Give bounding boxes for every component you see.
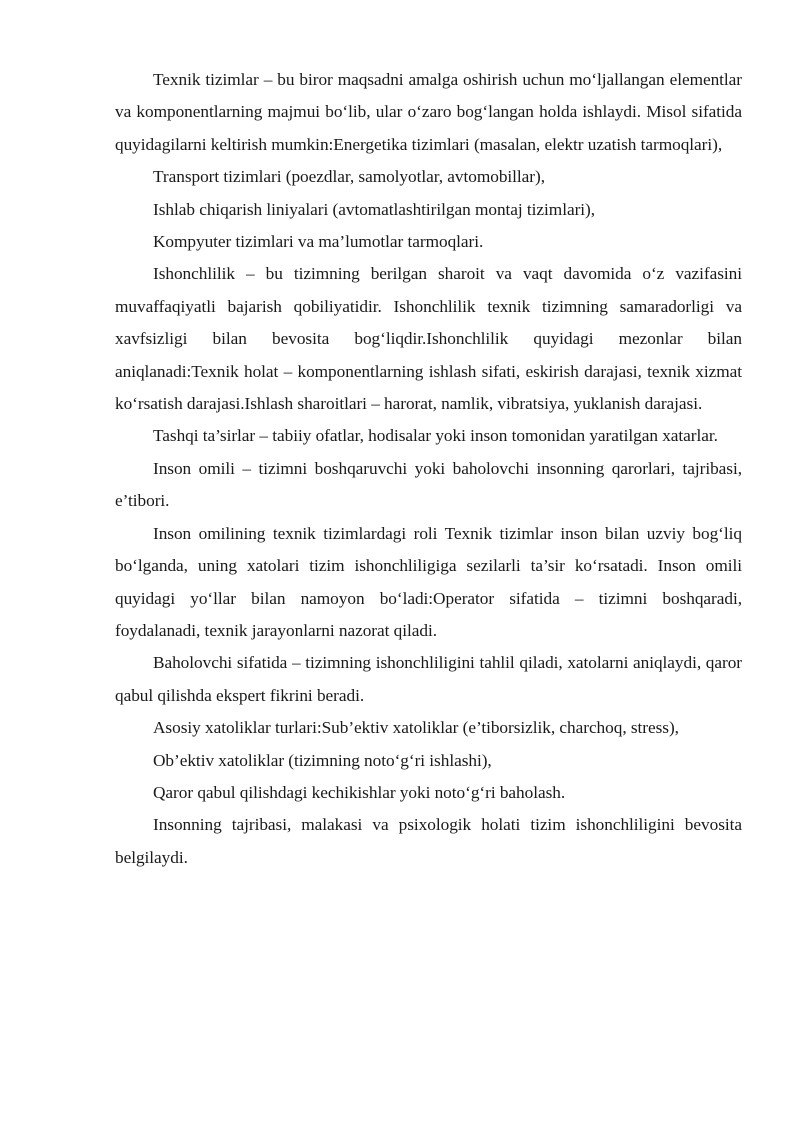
paragraph-evaluator-role: Baholovchi sifatida – tizimning ishonchliligini tahlil qiladi, xatolarni aniqlaydi, qaror qabul qilishda ekspert fikrini beradi.	[115, 653, 742, 705]
paragraph-human-factor: Inson omili – tizimni boshqaruvchi yoki baholovchi insonning qarorlari, tajribasi, e’tibori.	[115, 458, 742, 511]
paragraph-decision-delays: Qaror qabul qilishdagi kechikishlar yoki noto‘g‘ri baholash.	[153, 782, 566, 802]
paragraph-objective-errors: Ob’ektiv xatoliklar (tizimning noto‘g‘ri ishlashi),	[153, 750, 492, 770]
paragraph-computer-systems: Kompyuter tizimlari va ma’lumotlar tarmoqlari.	[153, 232, 484, 252]
paragraph-external-impacts: Tashqi ta’sirlar – tabiiy ofatlar, hodisalar yoki inson tomonidan yaratilgan xatarlar.	[153, 426, 718, 446]
paragraph-reliability: Ishonchlilik – bu tizimning berilgan sharoit va vaqt davomida o‘z vazifasini muvaffaqiyatli bajarish qobiliyatidir. Ishonchlilik texnik tizimning samaradorligi va xavfsizligi bilan bevosita bog‘liqdir.Ishonchlilik quyidagi mezonlar bilan aniqlanadi:Texnik holat – komponentlarning ishlash sifati, eskirish darajasi, texnik xizmat ko‘rsatish darajasi.Ishlash sharoitlari – harorat, namlik, vibratsiya, yuklanish darajasi.	[115, 264, 742, 414]
paragraph-production-lines: Ishlab chiqarish liniyalari (avtomatlashtirilgan montaj tizimlari),	[153, 199, 595, 219]
paragraph-transport-systems: Transport tizimlari (poezdlar, samolyotlar, avtomobillar),	[153, 167, 545, 187]
document-body	[115, 64, 742, 874]
paragraph-human-factor-role: Inson omilining texnik tizimlardagi roli Texnik tizimlar inson bilan uzviy bog‘liq bo‘lganda, uning xatolari tizim ishonchliligiga sezilarli ta’sir ko‘rsatadi. Inson omili quyidagi yo‘llar bilan namoyon bo‘ladi:Operator sifatida – tizimni boshqaradi, foydalanadi, texnik jarayonlarni nazorat qiladi.	[115, 523, 742, 640]
paragraph-error-types: Asosiy xatoliklar turlari:Sub’ektiv xatoliklar (e’tiborsizlik, charchoq, stress),	[153, 718, 679, 738]
paragraph-technical-systems: Texnik tizimlar – bu biror maqsadni amalga oshirish uchun mo‘ljallangan elementlar va komponentlarning majmui bo‘lib, ular o‘zaro bog‘langan holda ishlaydi. Misol sifatida quyidagilarni keltirish mumkin:Energetika tizimlari (masalan, elektr uzatish tarmoqlari),	[115, 70, 742, 154]
paragraph-human-experience: Insonning tajribasi, malakasi va psixologik holati tizim ishonchliligini bevosita belgilaydi.	[115, 815, 742, 867]
